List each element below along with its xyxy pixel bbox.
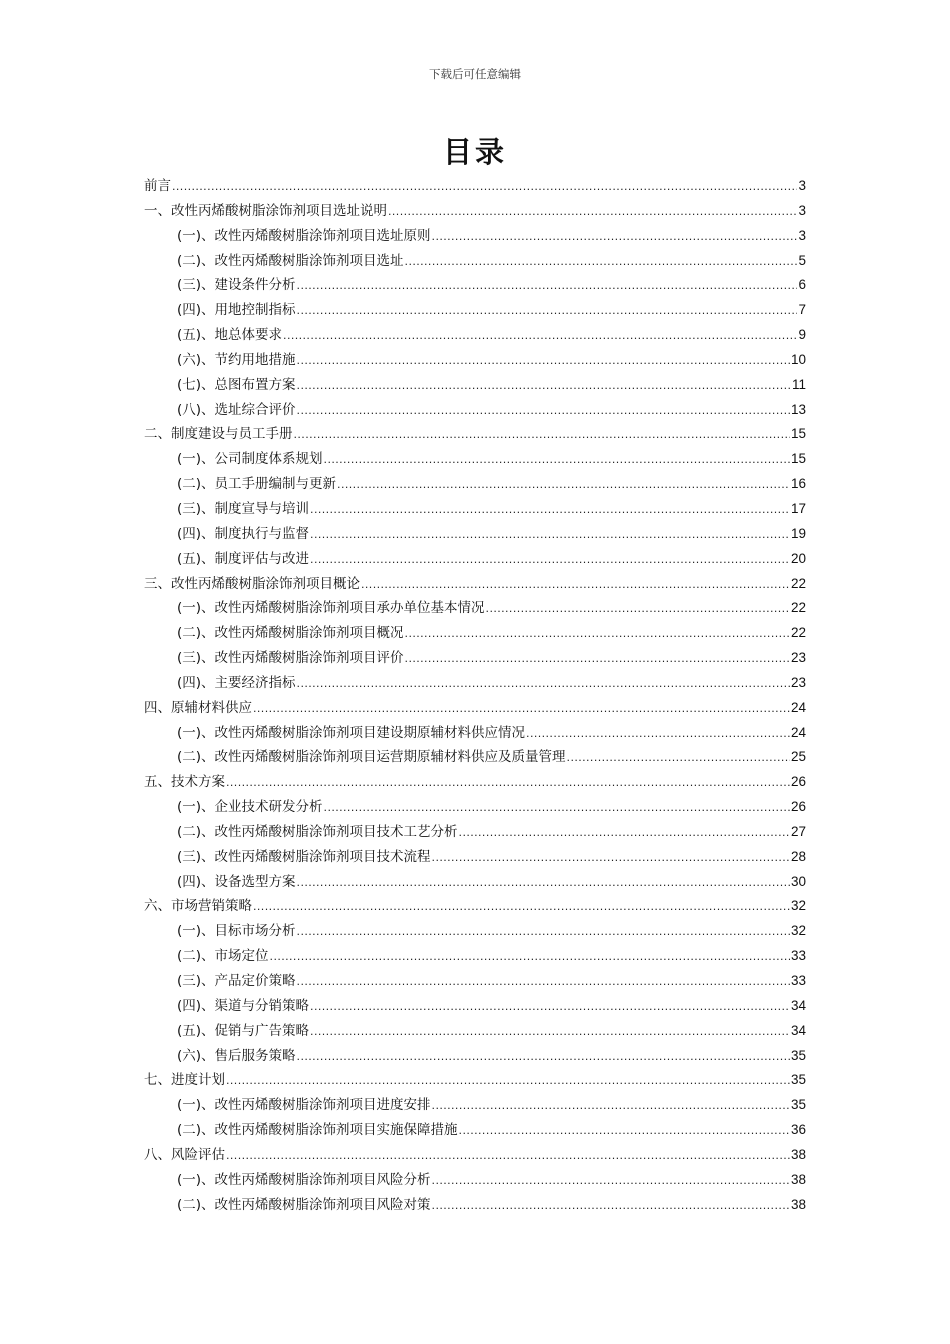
dot-leader [310, 522, 790, 548]
toc-entry-label: (五)、地总体要求 [177, 327, 283, 344]
toc-entry-label: (二)、改性丙烯酸树脂涂饰剂项目选址 [177, 252, 404, 269]
dot-leader [297, 298, 798, 324]
toc-entry-label: (二)、改性丙烯酸树脂涂饰剂项目概况 [177, 625, 404, 642]
dot-leader [405, 249, 798, 275]
toc-entry-page: 10 [790, 351, 806, 367]
dot-leader [172, 174, 797, 200]
dot-leader [297, 348, 790, 374]
toc-entry-label: 八、风险评估 [144, 1146, 225, 1163]
toc-entry-page: 27 [790, 823, 806, 839]
toc-subentry[interactable] [144, 596, 806, 621]
toc-entry-page: 16 [790, 476, 806, 492]
toc-subentry[interactable] [144, 994, 806, 1019]
toc-entry-page: 33 [790, 973, 806, 988]
toc-subentry[interactable] [144, 373, 806, 398]
toc-entry-label: (二)、改性丙烯酸树脂涂饰剂项目运营期原辅材料供应及质量管理 [177, 749, 566, 766]
toc-subentry[interactable] [144, 795, 806, 820]
dot-leader [297, 969, 790, 995]
dot-leader [405, 621, 790, 647]
toc-subentry[interactable] [144, 224, 806, 249]
toc-entry-label: (六)、节约用地措施 [177, 351, 296, 368]
dot-leader [310, 497, 790, 523]
toc-entry-label: (一)、改性丙烯酸树脂涂饰剂项目风险分析 [177, 1171, 431, 1188]
dot-leader [297, 919, 790, 945]
dot-leader [253, 894, 790, 920]
dot-leader [297, 1044, 790, 1070]
dot-leader [405, 646, 790, 672]
toc-title: 目录 [442, 135, 507, 169]
toc-entry-page: 19 [790, 525, 806, 541]
toc-entry-label: (三)、建设条件分析 [177, 277, 296, 294]
toc-subentry[interactable] [144, 472, 806, 497]
dot-leader [432, 1168, 790, 1194]
toc-entry-label: (四)、用地控制指标 [177, 302, 296, 319]
toc-entry-label: (七)、总图布置方案 [177, 376, 296, 393]
dot-leader [310, 994, 790, 1020]
dot-leader [337, 472, 790, 498]
toc-entry[interactable] [144, 770, 806, 795]
toc-entry[interactable] [144, 894, 806, 919]
toc-entry-page: 38 [790, 1146, 806, 1162]
toc-entry-label: (一)、目标市场分析 [177, 923, 296, 940]
toc-entry[interactable] [144, 696, 806, 721]
toc-subentry[interactable] [144, 870, 806, 895]
toc-entry-page: 13 [790, 401, 806, 417]
toc-entry[interactable] [144, 572, 806, 597]
toc-entry-label: (二)、改性丙烯酸树脂涂饰剂项目风险对策 [177, 1196, 431, 1213]
toc-entry-label: (一)、企业技术研发分析 [177, 799, 323, 816]
dot-leader [486, 596, 790, 622]
toc-entry-page: 38 [790, 1171, 806, 1187]
toc-entry[interactable] [144, 1068, 806, 1093]
toc-entry-page: 9 [798, 327, 806, 343]
toc-entry-page: 26 [790, 774, 806, 790]
toc-entry[interactable] [144, 174, 806, 199]
toc-entry-label: (四)、设备选型方案 [177, 873, 296, 890]
toc-entry-page: 35 [790, 1047, 806, 1063]
toc-subentry[interactable] [144, 447, 806, 472]
toc-entry-label: 四、原辅材料供应 [144, 699, 252, 716]
toc-subentry[interactable] [144, 1193, 806, 1218]
toc-subentry[interactable] [144, 1093, 806, 1118]
toc-entry-page: 11 [791, 376, 806, 392]
toc-entry-label: (一)、改性丙烯酸树脂涂饰剂项目建设期原辅材料供应情况 [177, 724, 526, 741]
toc-entry-label: (四)、制度执行与监督 [177, 525, 310, 542]
toc-entry-page: 3 [798, 202, 806, 218]
dot-leader [432, 1193, 790, 1219]
dot-leader [297, 398, 790, 424]
toc-entry-page: 32 [790, 923, 806, 939]
toc-subentry[interactable] [144, 745, 806, 770]
toc-entry-page: 7 [798, 302, 806, 318]
toc-entry-label: (八)、选址综合评价 [177, 401, 296, 418]
toc-subentry[interactable] [144, 249, 806, 274]
toc-entry-page: 24 [790, 699, 806, 715]
toc-subentry[interactable] [144, 348, 806, 373]
dot-leader [297, 870, 790, 896]
toc-subentry[interactable] [144, 646, 806, 671]
toc-subentry[interactable] [144, 1019, 806, 1044]
dot-leader [297, 671, 790, 697]
toc-entry-label: 七、进度计划 [144, 1072, 225, 1089]
toc-entry-label: (六)、售后服务策略 [177, 1047, 296, 1064]
toc-subentry[interactable] [144, 820, 806, 845]
toc-entry-page: 26 [790, 799, 806, 815]
toc-subentry[interactable] [144, 323, 806, 348]
toc-entry-page: 32 [790, 898, 806, 914]
dot-leader [388, 199, 797, 225]
toc-entry-label: 一、改性丙烯酸树脂涂饰剂项目选址说明 [144, 202, 387, 219]
toc-entry-label: (二)、员工手册编制与更新 [177, 476, 337, 493]
toc-subentry[interactable] [144, 944, 806, 969]
dot-leader [432, 1093, 790, 1119]
toc-subentry[interactable] [144, 1118, 806, 1143]
toc-entry-label: (三)、制度宣导与培训 [177, 500, 310, 517]
toc-subentry[interactable] [144, 1044, 806, 1069]
dot-leader [459, 1118, 790, 1144]
dot-leader [324, 795, 790, 821]
dot-leader [432, 845, 790, 871]
toc-entry-page: 34 [790, 997, 806, 1013]
toc-entry-label: (四)、主要经济指标 [177, 674, 296, 691]
dot-leader [283, 323, 797, 349]
toc-entry-label: (一)、公司制度体系规划 [177, 451, 323, 468]
toc-entry-page: 3 [798, 227, 806, 243]
toc-entry-label: (二)、改性丙烯酸树脂涂饰剂项目实施保障措施 [177, 1122, 458, 1139]
toc-entry-label: (四)、渠道与分销策略 [177, 997, 310, 1014]
toc-entry-page: 3 [798, 178, 806, 193]
toc-entry-label: (五)、促销与广告策略 [177, 1022, 310, 1039]
dot-leader [226, 770, 790, 796]
toc-entry-page: 17 [790, 500, 806, 516]
toc-subentry[interactable] [144, 273, 806, 298]
toc-subentry[interactable] [144, 721, 806, 746]
toc-entry-label: 二、制度建设与员工手册 [144, 426, 293, 443]
toc-entry-label: 六、市场营销策略 [144, 898, 252, 915]
toc-subentry[interactable] [144, 522, 806, 547]
dot-leader [297, 373, 791, 399]
dot-leader [294, 422, 790, 448]
dot-leader [310, 1019, 790, 1045]
toc-entry-label: 前言 [144, 178, 171, 194]
toc-entry-page: 33 [790, 948, 806, 964]
toc-entry-page: 20 [790, 550, 806, 566]
header-note: 下载后可任意编辑 [429, 67, 521, 81]
dot-leader [270, 944, 790, 970]
toc-entry-label: (一)、改性丙烯酸树脂涂饰剂项目进度安排 [177, 1097, 431, 1114]
toc-entry-page: 28 [790, 848, 806, 864]
toc-entry-label: (三)、改性丙烯酸树脂涂饰剂项目评价 [177, 650, 404, 667]
toc-subentry[interactable] [144, 845, 806, 870]
dot-leader [310, 547, 790, 573]
toc-subentry[interactable] [144, 497, 806, 522]
toc-entry-label: (二)、市场定位 [177, 948, 269, 965]
toc-entry-label: (二)、改性丙烯酸树脂涂饰剂项目技术工艺分析 [177, 823, 458, 840]
toc-subentry[interactable] [144, 1168, 806, 1193]
toc-entry-page: 15 [790, 451, 806, 467]
dot-leader [297, 273, 798, 299]
toc-subentry[interactable] [144, 621, 806, 646]
toc-subentry[interactable] [144, 919, 806, 944]
toc-subentry[interactable] [144, 398, 806, 423]
dot-leader [324, 447, 790, 473]
toc-entry-page: 6 [798, 277, 806, 293]
toc-entry-page: 35 [790, 1097, 806, 1113]
toc-subentry[interactable] [144, 547, 806, 572]
toc-subentry[interactable] [144, 298, 806, 323]
toc-entry-page: 5 [798, 252, 806, 268]
toc-entry-page: 22 [790, 625, 806, 641]
toc-entry-label: (五)、制度评估与改进 [177, 550, 310, 567]
dot-leader [253, 696, 790, 722]
dot-leader [526, 721, 790, 747]
toc-entry-page: 35 [790, 1072, 806, 1088]
toc-entry-label: (一)、改性丙烯酸树脂涂饰剂项目选址原则 [177, 227, 431, 244]
toc-entry-page: 25 [790, 749, 806, 765]
toc-entry[interactable] [144, 1143, 806, 1168]
toc-entry-page: 22 [790, 600, 806, 616]
dot-leader [226, 1068, 790, 1094]
dot-leader [361, 572, 790, 598]
dot-leader [459, 820, 790, 846]
toc-entry-label: (三)、产品定价策略 [177, 973, 296, 989]
toc-subentry[interactable] [144, 969, 806, 994]
toc-entry-page: 23 [790, 650, 806, 666]
toc-subentry[interactable] [144, 671, 806, 696]
toc-entry-page: 30 [790, 873, 806, 889]
table-of-contents [144, 174, 806, 1217]
toc-entry-page: 23 [790, 674, 806, 690]
toc-entry-page: 22 [790, 575, 806, 591]
toc-entry-label: 五、技术方案 [144, 774, 225, 791]
toc-entry[interactable] [144, 422, 806, 447]
toc-entry-page: 38 [790, 1196, 806, 1212]
dot-leader [432, 224, 798, 250]
toc-entry-label: (一)、改性丙烯酸树脂涂饰剂项目承办单位基本情况 [177, 600, 485, 617]
dot-leader [226, 1143, 790, 1169]
toc-entry-page: 36 [790, 1122, 806, 1138]
toc-entry-page: 24 [790, 724, 806, 740]
dot-leader [567, 745, 790, 771]
toc-entry[interactable] [144, 199, 806, 224]
toc-entry-page: 15 [790, 426, 806, 442]
toc-entry-label: 三、改性丙烯酸树脂涂饰剂项目概论 [144, 575, 360, 592]
toc-entry-label: (三)、改性丙烯酸树脂涂饰剂项目技术流程 [177, 848, 431, 865]
toc-entry-page: 34 [790, 1022, 806, 1038]
